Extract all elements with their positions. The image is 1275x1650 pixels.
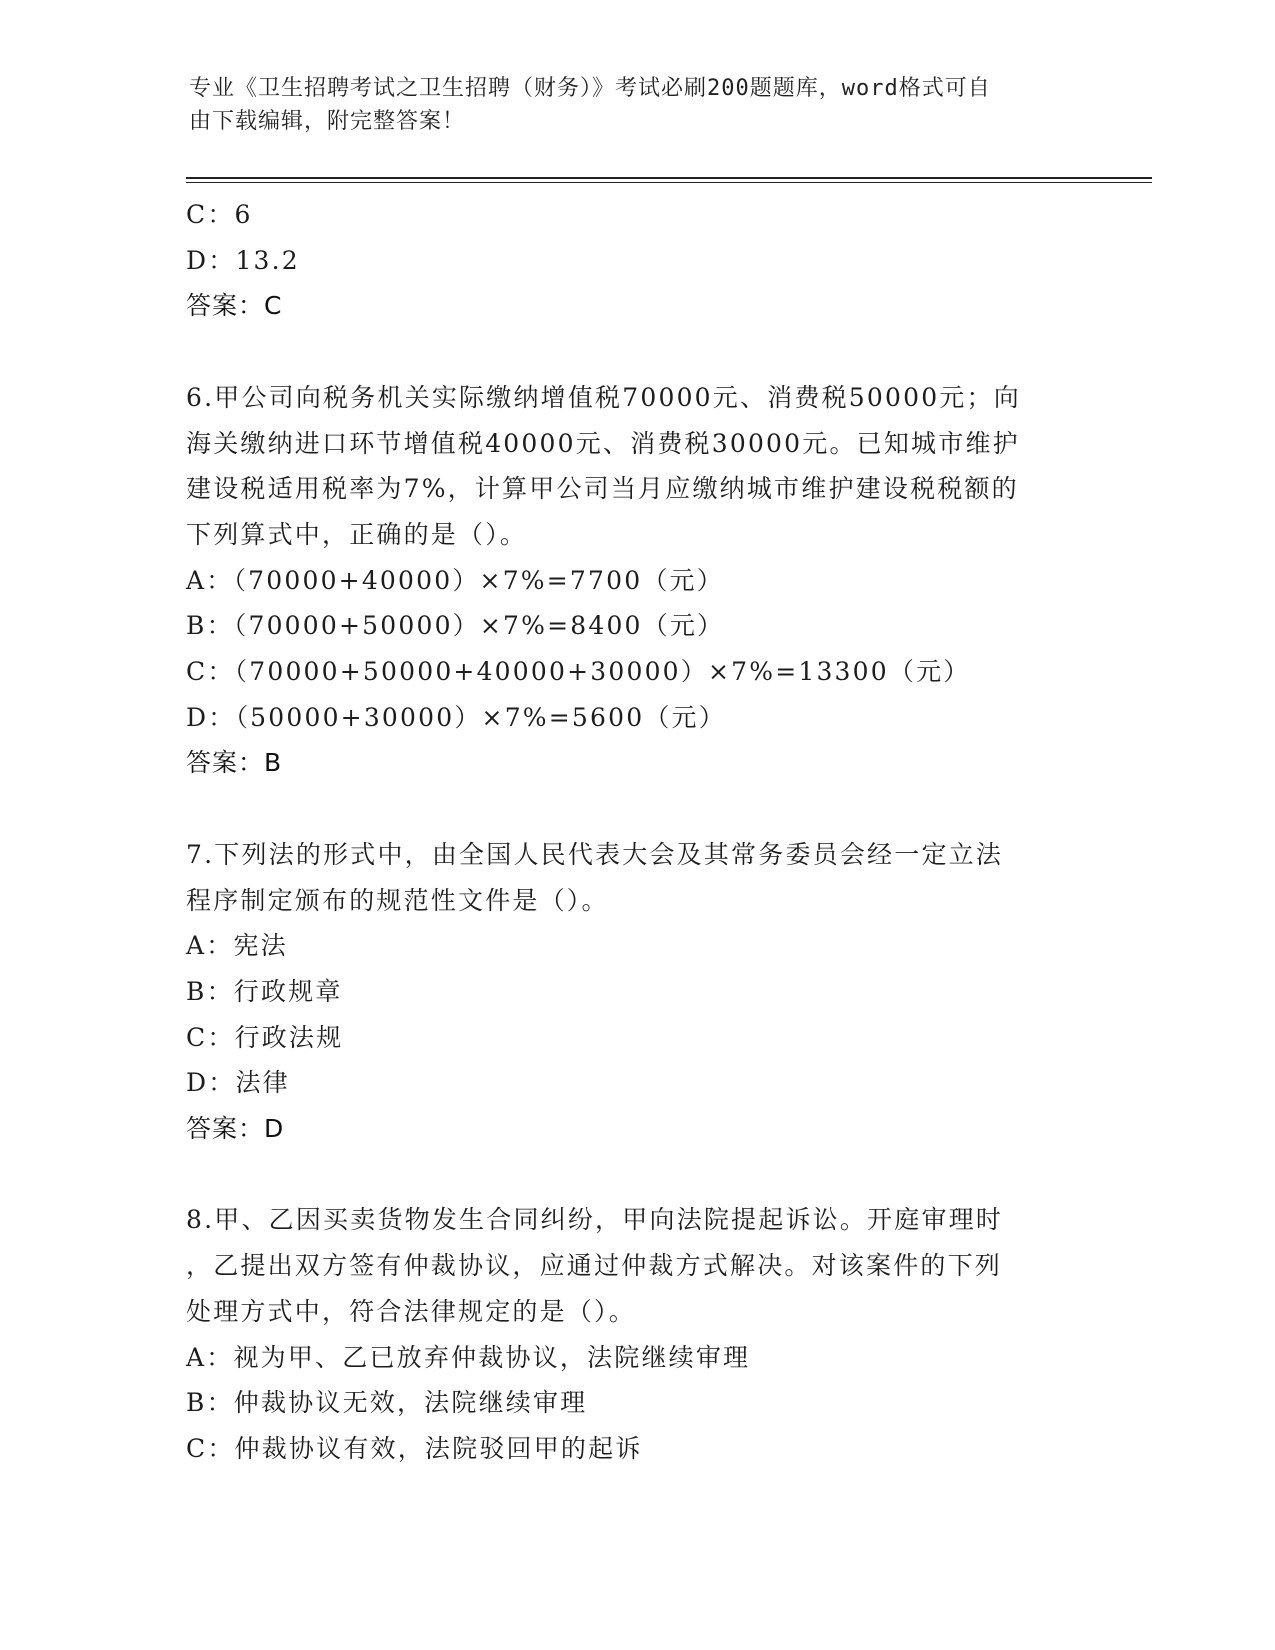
question-stem-line: ，乙提出双方签有仲裁协议，应通过仲裁方式解决。对该案件的下列 [186,1251,1003,1281]
spacer [186,786,1086,832]
question-stem-line: 6.甲公司向税务机关实际缴纳增值税70000元、消费税50000元；向 [186,382,1021,412]
question-stem-line: 下列算式中，正确的是（）。 [186,519,528,549]
header-line-2: 由下载编辑，附完整答案！ [189,109,466,134]
question-8 [186,1197,1086,1471]
answer-line: 答案：C [186,291,283,321]
option-line: B：行政规章 [186,976,343,1006]
spacer [186,1152,1086,1198]
option-line: B：（70000+50000）×7%=8400（元） [186,611,725,641]
question-stem-line: 海关缴纳进口环节增值税40000元、消费税30000元。已知城市维护 [186,428,1020,458]
option-line: C：6 [186,200,253,229]
page-header [189,72,1069,138]
option-line: A：宪法 [186,931,288,961]
question-6 [186,375,1086,786]
header-rule-thick [186,177,1152,179]
header-rule-thin [186,182,1152,183]
option-line: C：仲裁协议有效，法院驳回甲的起诉 [186,1433,643,1463]
header-line-1: 专业《卫生招聘考试之卫生招聘（财务）》考试必刷200题题库，word格式可自 [189,76,991,101]
option-line: A：（70000+40000）×7%=7700（元） [186,565,724,595]
question-stem-line: 建设税适用税率为7%，计算甲公司当月应缴纳城市维护建设税税额的 [186,474,1019,504]
option-line: A：视为甲、乙已放弃仲裁协议，法院继续审理 [186,1342,751,1372]
answer-line: 答案：B [186,748,283,778]
question-stem-line: 8.甲、乙因买卖货物发生合同纠纷，甲向法院提起诉讼。开庭审理时 [186,1205,1004,1235]
option-line: B：仲裁协议无效，法院继续审理 [186,1388,588,1418]
option-line: D：（50000+30000）×7%=5600（元） [186,702,726,732]
answer-line: 答案：D [186,1114,285,1144]
question-stem-line: 程序制定颁布的规范性文件是（）。 [186,885,609,915]
spacer [186,329,1086,375]
question-7 [186,832,1086,1152]
question-stem-line: 7.下列法的形式中，由全国人民代表大会及其常务委员会经一定立法 [186,839,1004,869]
option-line: C：行政法规 [186,1022,344,1052]
prev-question [186,192,1086,329]
option-line: D：法律 [186,1068,290,1098]
option-line: D：13.2 [186,245,300,275]
question-stem-line: 处理方式中，符合法律规定的是（）。 [186,1296,636,1326]
question-content [186,192,1086,1472]
option-line: C：（70000+50000+40000+30000）×7%=13300（元） [186,657,971,687]
